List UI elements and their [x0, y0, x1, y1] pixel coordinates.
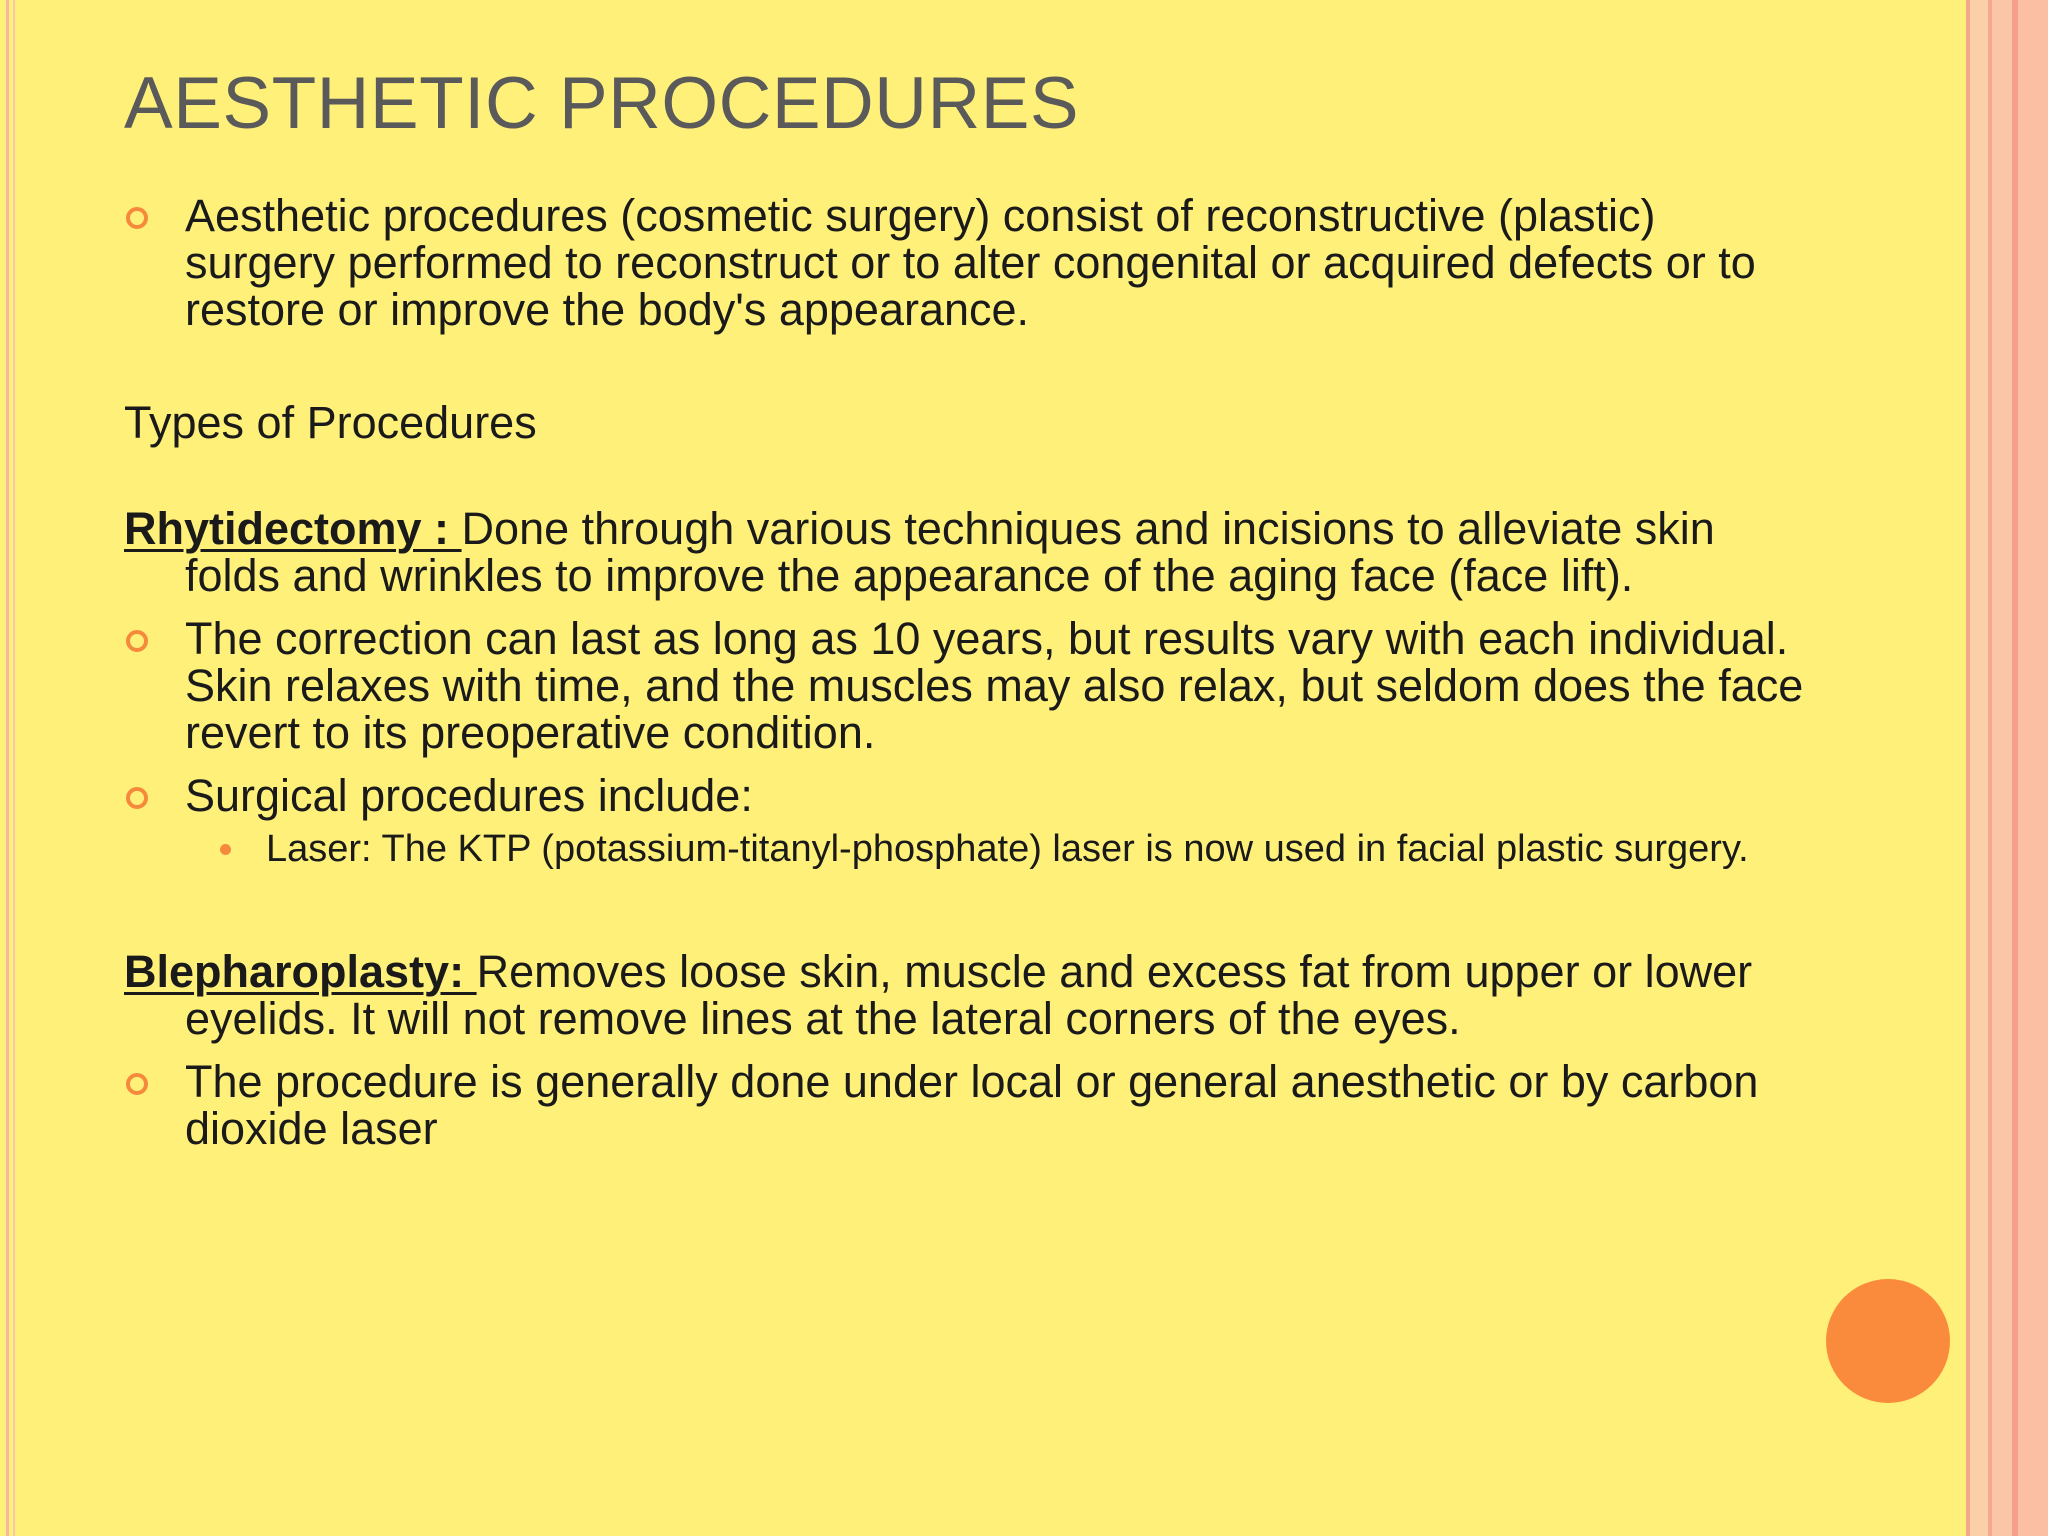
laser-sub-bullet	[124, 829, 1804, 870]
dot-bullet-icon	[220, 844, 231, 855]
blepharoplasty-term: Blepharoplasty:	[124, 946, 477, 997]
types-heading: Types of Procedures	[124, 397, 537, 448]
slide-content	[124, 192, 1804, 1152]
intro-bullet	[124, 192, 1804, 333]
blepharoplasty-text: Removes loose skin, muscle and excess fat from upper or lower eyelids. It will not remove lines at the lateral corners of the eyes.	[185, 946, 1753, 1044]
circle-bullet-icon	[126, 630, 148, 652]
intro-text: Aesthetic procedures (cosmetic surgery) consist of reconstructive (plastic) surgery performed to reconstruct or to alter congenital or acquired defects or to restore or improve the body's appearance.	[185, 190, 1756, 335]
laser-sub-bullet-text: Laser: The KTP (potassium-titanyl-phosphate) laser is now used in facial plastic surgery.	[266, 828, 1749, 870]
circle-bullet-icon	[126, 787, 148, 809]
circle-bullet-icon	[126, 207, 148, 229]
rhytidectomy-bullet-1-text: The correction can last as long as 10 years, but results vary with each individual. Skin relaxes with time, and the muscles may also relax, but seldom does the face revert to its preoperative condition.	[185, 613, 1804, 758]
rhytidectomy-bullet-2	[124, 772, 1804, 819]
rhytidectomy-bullet-2-text: Surgical procedures include:	[185, 770, 753, 821]
blepharoplasty-definition	[124, 948, 1804, 1042]
rhytidectomy-definition	[124, 505, 1804, 599]
circle-bullet-icon	[126, 1073, 148, 1095]
blepharoplasty-bullet-1	[124, 1058, 1804, 1152]
right-stripes-decoration	[1958, 0, 2048, 1536]
left-border-decoration	[0, 0, 26, 1536]
orange-circle-decoration	[1826, 1279, 1950, 1403]
rhytidectomy-text: Done through various techniques and incisions to alleviate skin folds and wrinkles to improve the appearance of the aging face (face lift).	[185, 503, 1715, 601]
rhytidectomy-bullet-1	[124, 615, 1804, 756]
rhytidectomy-term: Rhytidectomy :	[124, 503, 462, 554]
slide-title: AESTHETIC PROCEDURES	[124, 63, 1080, 144]
blepharoplasty-bullet-1-text: The procedure is generally done under local or general anesthetic or by carbon dioxide laser	[185, 1056, 1759, 1154]
